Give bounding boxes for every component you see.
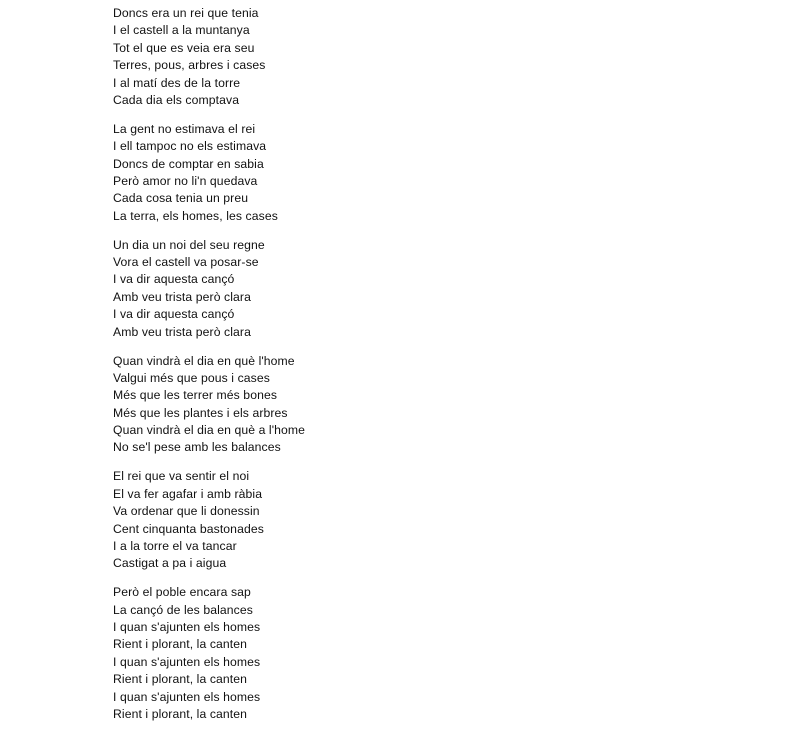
lyric-line: I ell tampoc no els estimava <box>113 139 267 154</box>
lyric-line: Rient i plorant, la canten <box>113 706 248 721</box>
lyric-line: I quan s'ajunten els homes <box>113 620 261 634</box>
lyric-line: Més que les plantes i els arbres <box>113 405 288 420</box>
lyric-line: I a la torre el va tancar <box>113 538 237 553</box>
lyric-line: Doncs de comptar en sabia <box>113 156 264 171</box>
stanza-2 <box>113 121 773 225</box>
lyric-line: I al matí des de la torre <box>113 75 241 90</box>
lyric-line: Quan vindrà el dia en què a l'home <box>113 423 306 438</box>
lyric-line: Un dia un noi del seu regne <box>113 237 265 252</box>
stanza-5 <box>113 468 773 572</box>
lyric-line: Però amor no li'n quedava <box>113 174 258 189</box>
lyric-line: Valgui més que pous i cases <box>113 370 270 385</box>
lyric-line: Quan vindrà el dia en què l'home <box>113 353 295 368</box>
lyric-line: La gent no estimava el rei <box>113 121 256 136</box>
lyric-line: El rei que va sentir el noi <box>113 469 250 484</box>
lyrics-text <box>113 5 773 723</box>
lyric-line: Rient i plorant, la canten <box>113 672 248 687</box>
stanza-3 <box>113 237 773 341</box>
lyric-line: Va ordenar que li donessin <box>113 504 260 519</box>
lyric-line: I quan s'ajunten els homes <box>113 654 261 669</box>
stanza-1 <box>113 5 773 109</box>
stanza-4 <box>113 353 773 457</box>
lyric-line: I el castell a la muntanya <box>113 23 250 38</box>
lyric-line: La terra, els homes, les cases <box>113 208 278 223</box>
stanza-6 <box>113 584 773 723</box>
lyric-line: Més que les terrer més bones <box>113 388 278 403</box>
lyric-line: Cada dia els comptava <box>113 92 240 107</box>
lyric-line: Vora el castell va posar-se <box>113 255 259 270</box>
lyric-line: I va dir aquesta cançó <box>113 307 235 322</box>
lyric-line: I quan s'ajunten els homes <box>113 689 261 704</box>
lyric-line: Amb veu trista però clara <box>113 289 251 304</box>
lyric-line: Terres, pous, arbres i cases <box>113 58 266 73</box>
lyric-line: La cançó de les balances <box>113 602 253 617</box>
lyric-line: Doncs era un rei que tenia <box>113 6 259 20</box>
lyric-line: Amb veu trista però clara <box>113 324 251 339</box>
lyric-line: El va fer agafar i amb ràbia <box>113 486 263 501</box>
lyric-line: I va dir aquesta cançó <box>113 272 235 287</box>
lyric-line: No se'l pese amb les balances <box>113 440 281 455</box>
lyric-line: Castigat a pa i aigua <box>113 556 227 571</box>
lyric-line: Cent cinquanta bastonades <box>113 521 264 536</box>
lyric-line: Cada cosa tenia un preu <box>113 191 249 206</box>
lyric-line: Tot el que es veia era seu <box>113 40 255 55</box>
lyric-line: Rient i plorant, la canten <box>113 637 248 652</box>
lyric-line: Però el poble encara sap <box>113 585 251 600</box>
